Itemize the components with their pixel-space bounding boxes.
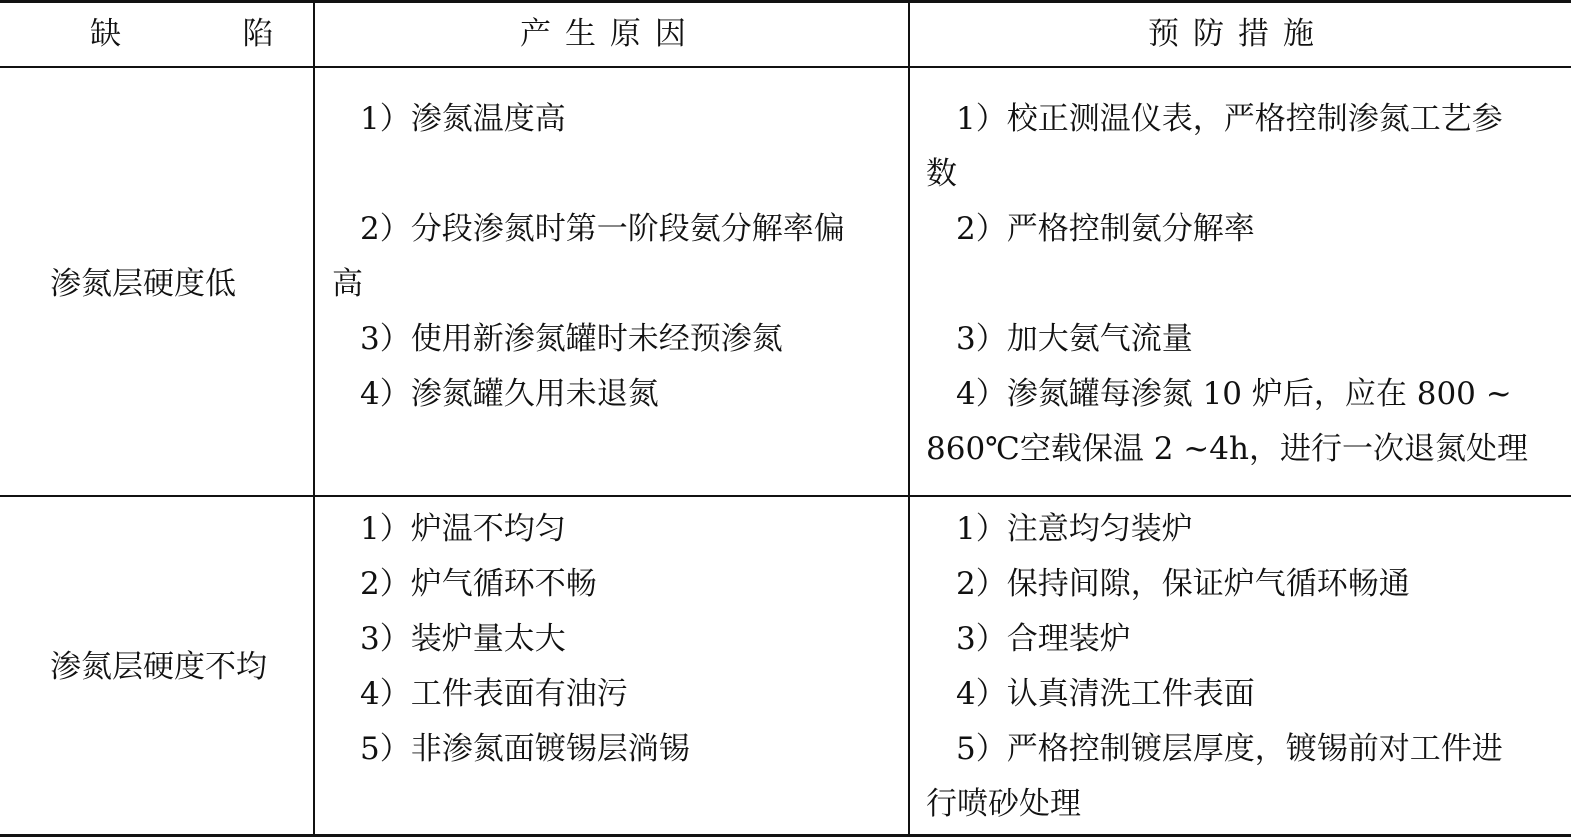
row-divider-rule (0, 495, 1571, 497)
row2-cause-5: 5）非渗氮面镀锡层淌锡 (360, 731, 690, 767)
row2-measure-5: 5）严格控制镀层厚度，镀锡前对工件进 (956, 731, 1503, 767)
column-divider-2 (908, 0, 910, 837)
column-divider-1 (313, 0, 315, 837)
row2-cause-3: 3）装炉量太大 (360, 621, 566, 657)
row2-measure-5-cont: 行喷砂处理 (926, 786, 1081, 822)
row2-cause-1: 1）炉温不均匀 (360, 511, 566, 547)
row1-cause-2-cont: 高 (332, 266, 363, 302)
header-bottom-rule (0, 66, 1571, 68)
row1-defect: 渗氮层硬度低 (50, 266, 236, 302)
row2-defect: 渗氮层硬度不均 (50, 649, 267, 685)
header-measure: 预防措施 (1148, 16, 1328, 52)
row2-cause-4: 4）工件表面有油污 (360, 676, 628, 712)
row1-cause-1: 1）渗氮温度高 (360, 101, 566, 137)
row1-measure-4-cont: 860℃空载保温 2 ~4h，进行一次退氮处理 (926, 431, 1528, 467)
table-bottom-rule (0, 834, 1571, 837)
row1-measure-1-cont: 数 (926, 156, 957, 192)
table-top-rule (0, 0, 1571, 3)
row1-cause-2: 2）分段渗氮时第一阶段氨分解率偏 (360, 211, 845, 247)
row2-cause-2: 2）炉气循环不畅 (360, 566, 597, 602)
row2-measure-1: 1）注意均匀装炉 (956, 511, 1193, 547)
row1-cause-3: 3）使用新渗氮罐时未经预渗氮 (360, 321, 783, 357)
row2-measure-4: 4）认真清洗工件表面 (956, 676, 1255, 712)
row1-measure-4: 4）渗氮罐每渗氮 10 炉后，应在 800 ~ (956, 376, 1512, 412)
row2-measure-2: 2）保持间隙，保证炉气循环畅通 (956, 566, 1410, 602)
row1-measure-3: 3）加大氨气流量 (956, 321, 1193, 357)
row1-cause-4: 4）渗氮罐久用未退氮 (360, 376, 659, 412)
row1-measure-2: 2）严格控制氨分解率 (956, 211, 1255, 247)
row2-measure-3: 3）合理装炉 (956, 621, 1131, 657)
header-cause: 产生原因 (520, 16, 700, 52)
row1-measure-1: 1）校正测温仪表，严格控制渗氮工艺参 (956, 101, 1503, 137)
header-defect: 缺 陷 (90, 16, 330, 52)
